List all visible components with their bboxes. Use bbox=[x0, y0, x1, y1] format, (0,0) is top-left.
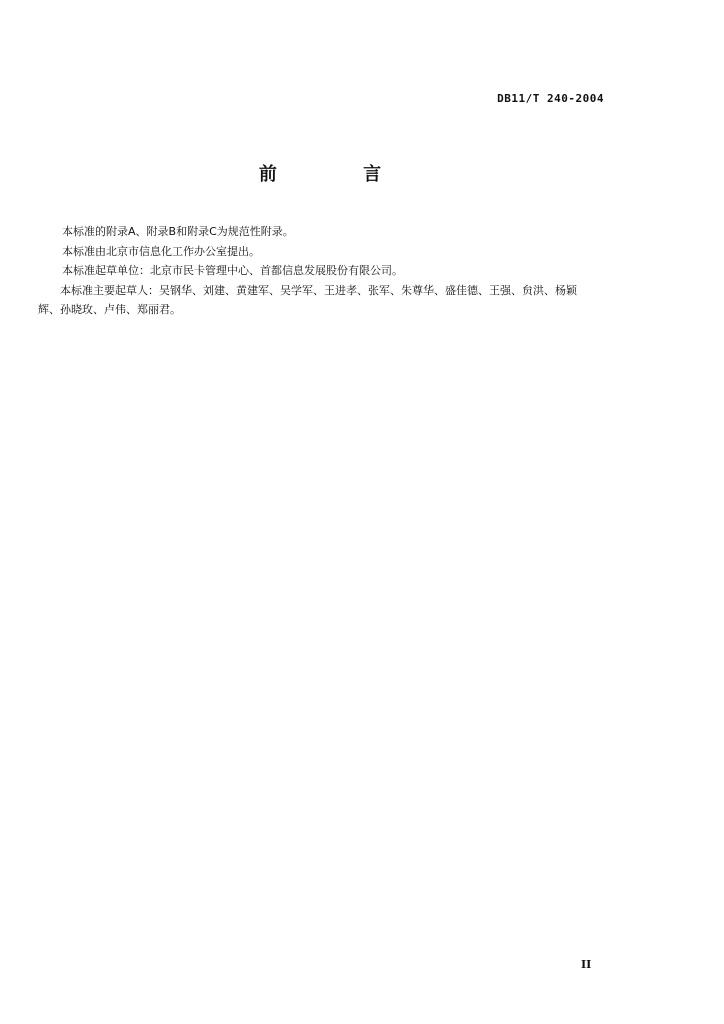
paragraph-drafting-units: 本标准起草单位：北京市民卡管理中心、首都信息发展股份有限公司。 bbox=[62, 264, 403, 277]
page-number: II bbox=[581, 958, 592, 971]
page-title: 前 言 bbox=[258, 164, 422, 185]
paragraph-drafters: 本标准主要起草人：吴钢华、刘建、黄建军、吴学军、王进孝、张军、朱尊华、盛佳德、王强、贠洪、杨颖辉、孙晓玫、卢伟、郑丽君。 bbox=[38, 283, 577, 316]
paragraph-appendix: 本标准的附录A、附录B和附录C为规范性附录。 bbox=[62, 225, 294, 238]
paragraph-proposer: 本标准由北京市信息化工作办公室提出。 bbox=[62, 244, 260, 258]
document-code: DB11/T 240-2004 bbox=[497, 92, 604, 105]
foreword-body bbox=[40, 222, 600, 320]
